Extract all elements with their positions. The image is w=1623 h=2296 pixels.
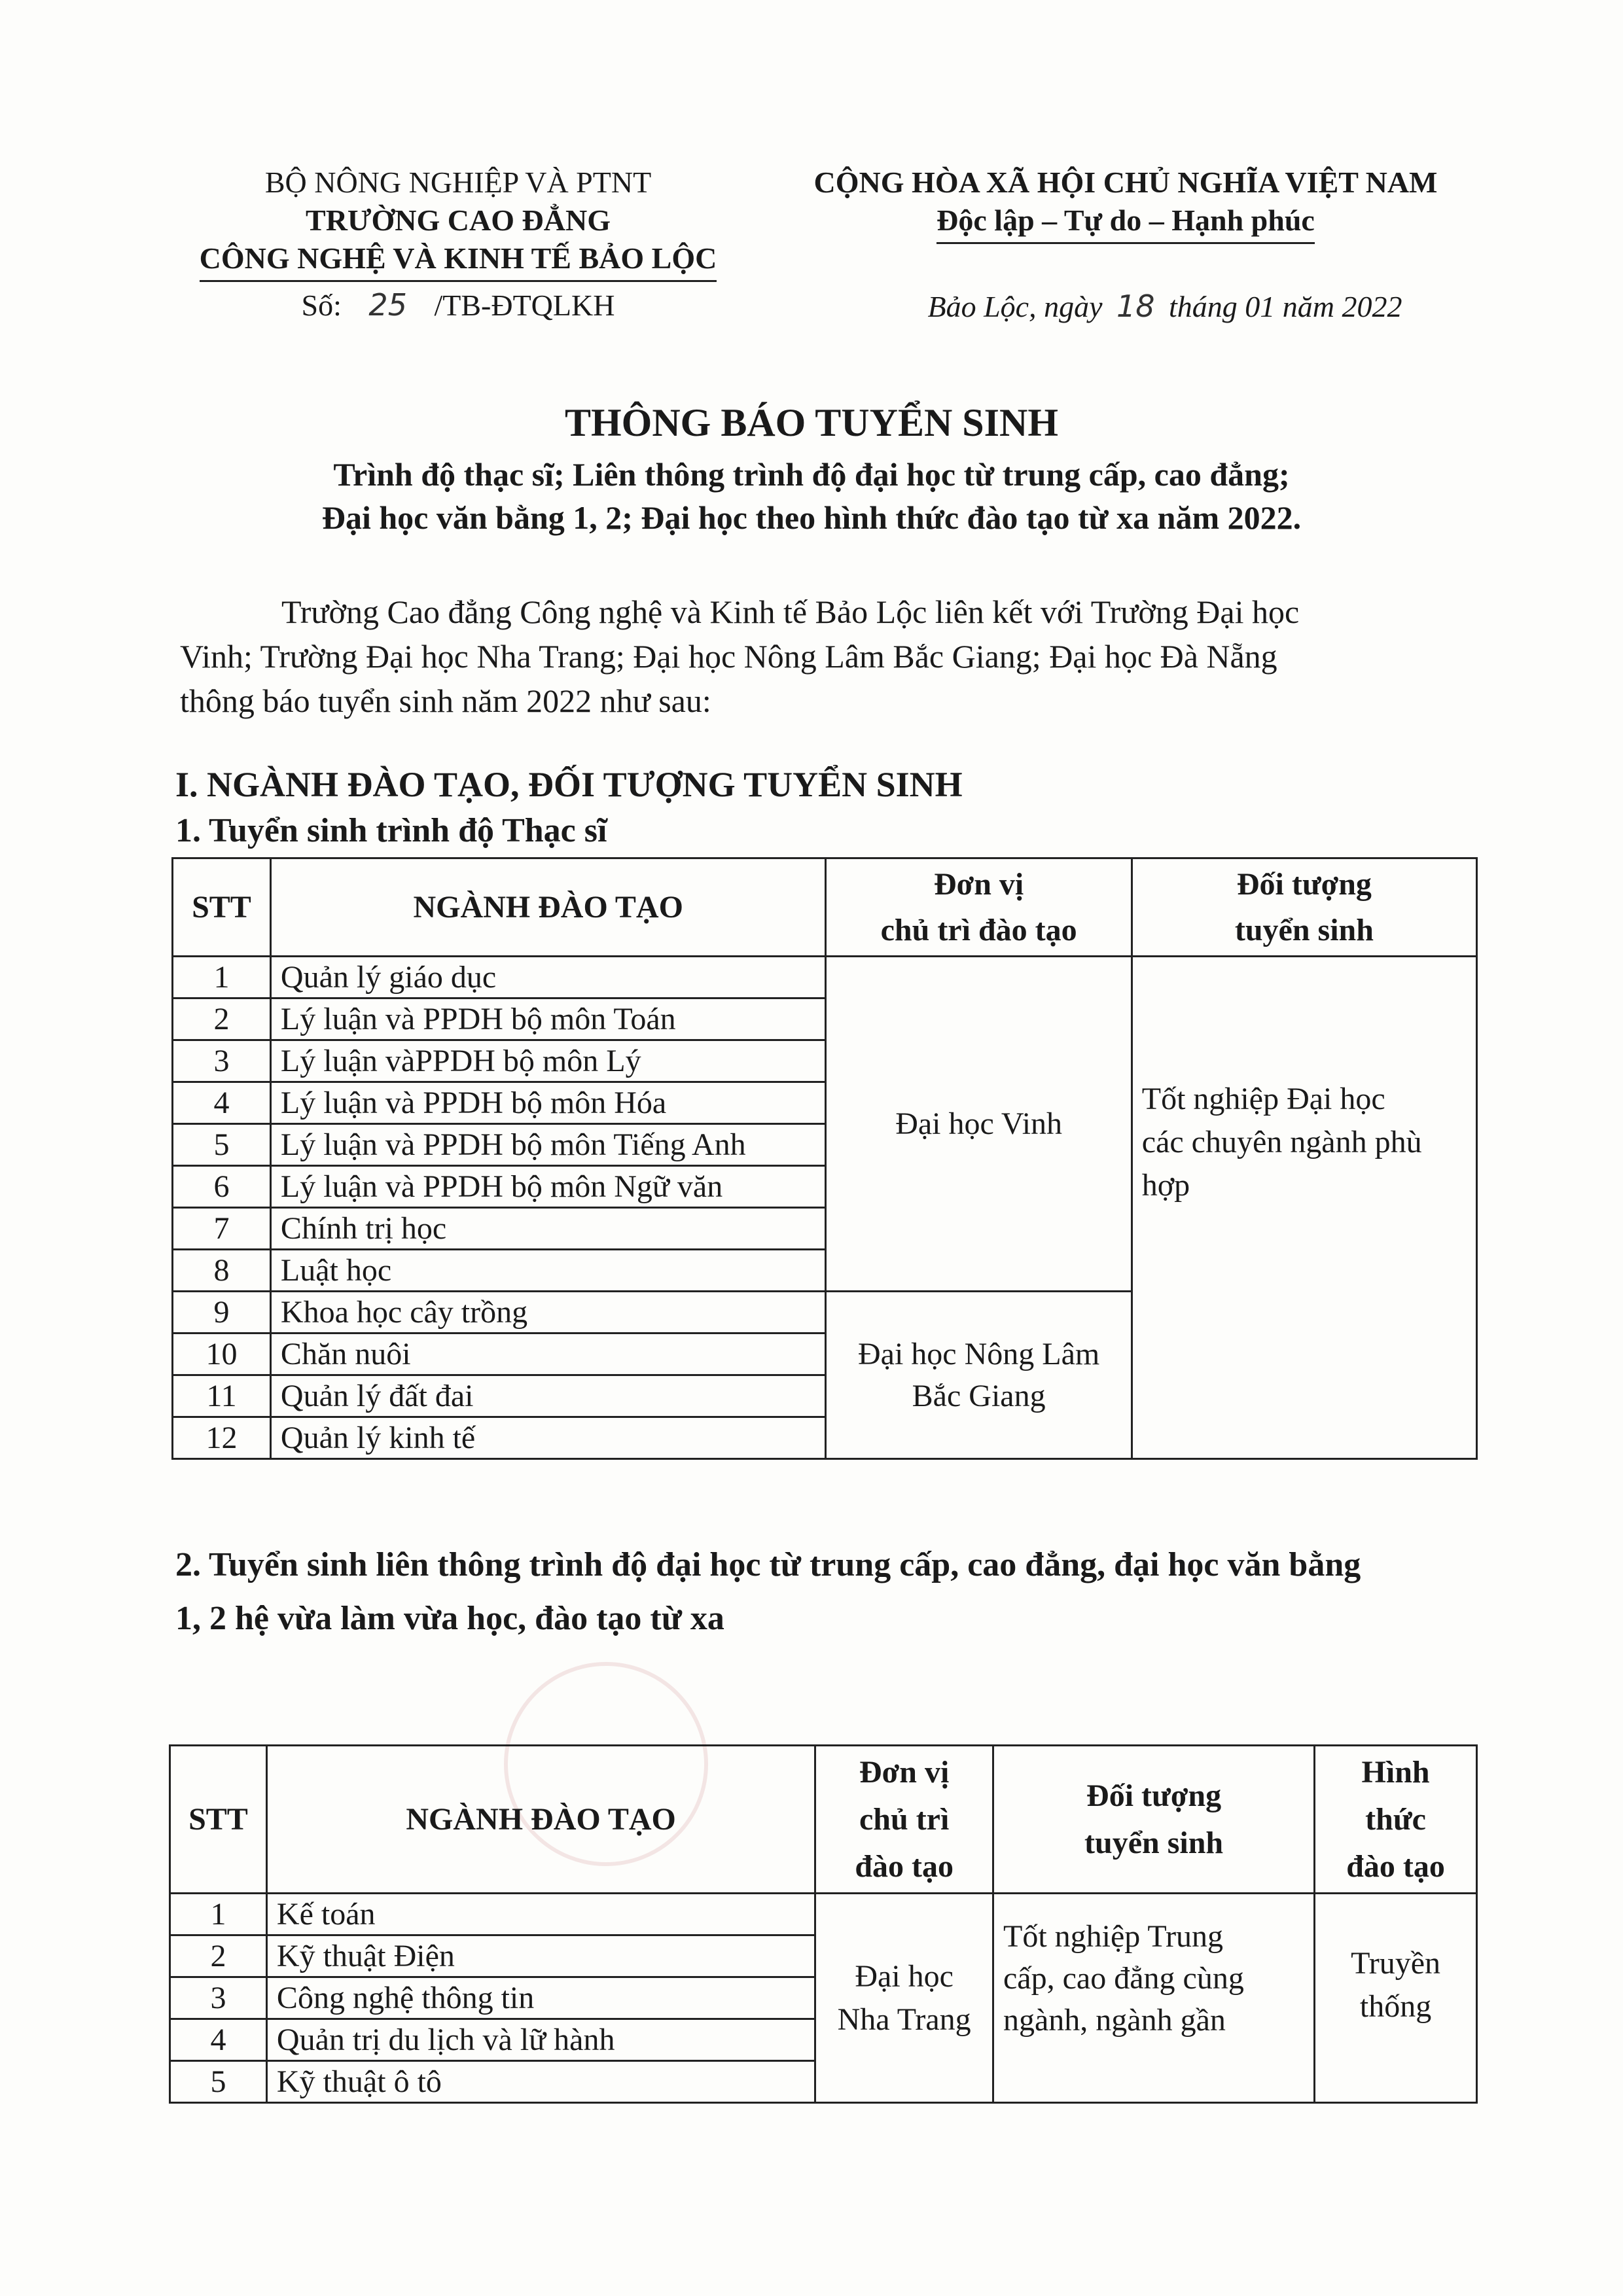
issuer-block (170, 164, 746, 325)
col-major: NGÀNH ĐÀO TẠO (270, 858, 826, 957)
row-major: Quản lý giáo dục (270, 957, 826, 998)
row-stt: 4 (173, 1082, 271, 1124)
unit-bac-giang: Đại học Nông Lâm Bắc Giang (826, 1292, 1132, 1459)
training-form: Truyền thống (1315, 1894, 1477, 2103)
row-stt: 8 (173, 1250, 271, 1292)
masters-target: Tốt nghiệp Đại học các chuyên ngành phù hợp (1132, 957, 1476, 1459)
row-stt: 6 (173, 1166, 271, 1208)
row-stt: 11 (173, 1375, 271, 1417)
table-row (173, 957, 1477, 998)
row-stt: 2 (170, 1935, 267, 1977)
row-major: Công nghệ thông tin (266, 1977, 815, 2019)
row-major: Kỹ thuật ô tô (266, 2061, 815, 2103)
row-stt: 1 (170, 1894, 267, 1935)
school-name-line1: TRƯỜNG CAO ĐẲNG (306, 203, 611, 237)
row-major: Lý luận và PPDH bộ môn Toán (270, 998, 826, 1040)
intro-line-3: thông báo tuyển sinh năm 2022 như sau: (180, 682, 711, 719)
issue-date (772, 287, 1479, 326)
row-major: Kế toán (266, 1894, 815, 1935)
row-stt: 7 (173, 1208, 271, 1250)
school-name-line2-text: CÔNG NGHỆ VÀ KINH TẾ BẢO LỘC (200, 239, 717, 282)
row-major: Lý luận và PPDH bộ môn Ngữ văn (270, 1166, 826, 1208)
ministry-name: BỘ NÔNG NGHIỆP VÀ PTNT (264, 166, 652, 199)
row-stt: 4 (170, 2019, 267, 2061)
row-major: Quản lý kinh tế (270, 1417, 826, 1459)
doc-no-suffix: /TB-ĐTQLKH (434, 289, 615, 322)
document-title: THÔNG BÁO TUYỂN SINH (564, 401, 1059, 444)
row-major: Khoa học cây trồng (270, 1292, 826, 1333)
row-stt: 3 (170, 1977, 267, 2019)
doc-no-value: 25 (368, 287, 407, 323)
row-major: Lý luận vàPPDH bộ môn Lý (270, 1040, 826, 1082)
row-stt: 12 (173, 1417, 271, 1459)
section-1-subheading: 1. Tuyển sinh trình độ Thạc sĩ (175, 812, 607, 849)
school-name-line2 (170, 239, 746, 282)
row-major: Quản lý đất đai (270, 1375, 826, 1417)
row-major: Chính trị học (270, 1208, 826, 1250)
doc-no-prefix: Số: (301, 289, 342, 322)
row-major: Lý luận và PPDH bộ môn Tiếng Anh (270, 1124, 826, 1166)
masters-table-header (173, 858, 1477, 957)
country-name: CỘNG HÒA XÃ HỘI CHỦ NGHĨA VIỆT NAM (813, 166, 1438, 199)
col-major: NGÀNH ĐÀO TẠO (266, 1746, 815, 1894)
bachelor-table (169, 1744, 1478, 2104)
row-stt: 10 (173, 1333, 271, 1375)
row-stt: 9 (173, 1292, 271, 1333)
row-major: Lý luận và PPDH bộ môn Hóa (270, 1082, 826, 1124)
col-stt: STT (173, 858, 271, 957)
row-stt: 2 (173, 998, 271, 1040)
row-stt: 5 (173, 1124, 271, 1166)
date-suffix: tháng 01 năm 2022 (1169, 290, 1402, 323)
col-unit: Đơn vị chủ trì đào tạo (826, 858, 1132, 957)
bachelor-table-header (170, 1746, 1477, 1894)
intro-line-1: Trường Cao đẳng Công nghệ và Kinh tế Bảo Lộc liên kết với Trường Đại học (281, 593, 1300, 630)
document-subtitle-2: Đại học văn bằng 1, 2; Đại học theo hình thức đào tạo từ xa năm 2022. (321, 499, 1302, 536)
motto-text: Độc lập – Tự do – Hạnh phúc (936, 202, 1315, 244)
bachelor-target: Tốt nghiệp Trung cấp, cao đẳng cùng ngành, ngành gần (993, 1894, 1315, 2103)
motto (772, 202, 1479, 244)
row-major: Quản trị du lịch và lữ hành (266, 2019, 815, 2061)
col-target: Đối tượng tuyển sinh (993, 1746, 1315, 1894)
row-stt: 1 (173, 957, 271, 998)
row-major: Chăn nuôi (270, 1333, 826, 1375)
document-number (170, 286, 746, 325)
section-1-heading: I. NGÀNH ĐÀO TẠO, ĐỐI TƯỢNG TUYỂN SINH (175, 765, 963, 804)
unit-vinh: Đại học Vinh (826, 957, 1132, 1292)
row-stt: 5 (170, 2061, 267, 2103)
national-block (772, 164, 1479, 326)
col-stt: STT (170, 1746, 267, 1894)
unit-nha-trang: Đại học Nha Trang (815, 1894, 993, 2103)
intro-line-2: Vinh; Trường Đại học Nha Trang; Đại học Nông Lâm Bắc Giang; Đại học Đà Nẵng (180, 638, 1277, 675)
col-target: Đối tượng tuyển sinh (1132, 858, 1476, 957)
row-stt: 3 (173, 1040, 271, 1082)
masters-table (171, 857, 1478, 1460)
date-day: 18 (1116, 289, 1155, 324)
date-prefix: Bảo Lộc, ngày (927, 290, 1103, 323)
col-unit: Đơn vị chủ trì đào tạo (815, 1746, 993, 1894)
document-subtitle-1: Trình độ thạc sĩ; Liên thông trình độ đại học từ trung cấp, cao đẳng; (333, 456, 1290, 493)
row-major: Luật học (270, 1250, 826, 1292)
col-form: Hình thức đào tạo (1315, 1746, 1477, 1894)
table-row (170, 1894, 1477, 1935)
section-2-heading-line1: 2. Tuyển sinh liên thông trình độ đại học từ trung cấp, cao đẳng, đại học văn bằng (175, 1546, 1361, 1583)
row-major: Kỹ thuật Điện (266, 1935, 815, 1977)
section-2-heading-line2: 1, 2 hệ vừa làm vừa học, đào tạo từ xa (175, 1600, 724, 1637)
